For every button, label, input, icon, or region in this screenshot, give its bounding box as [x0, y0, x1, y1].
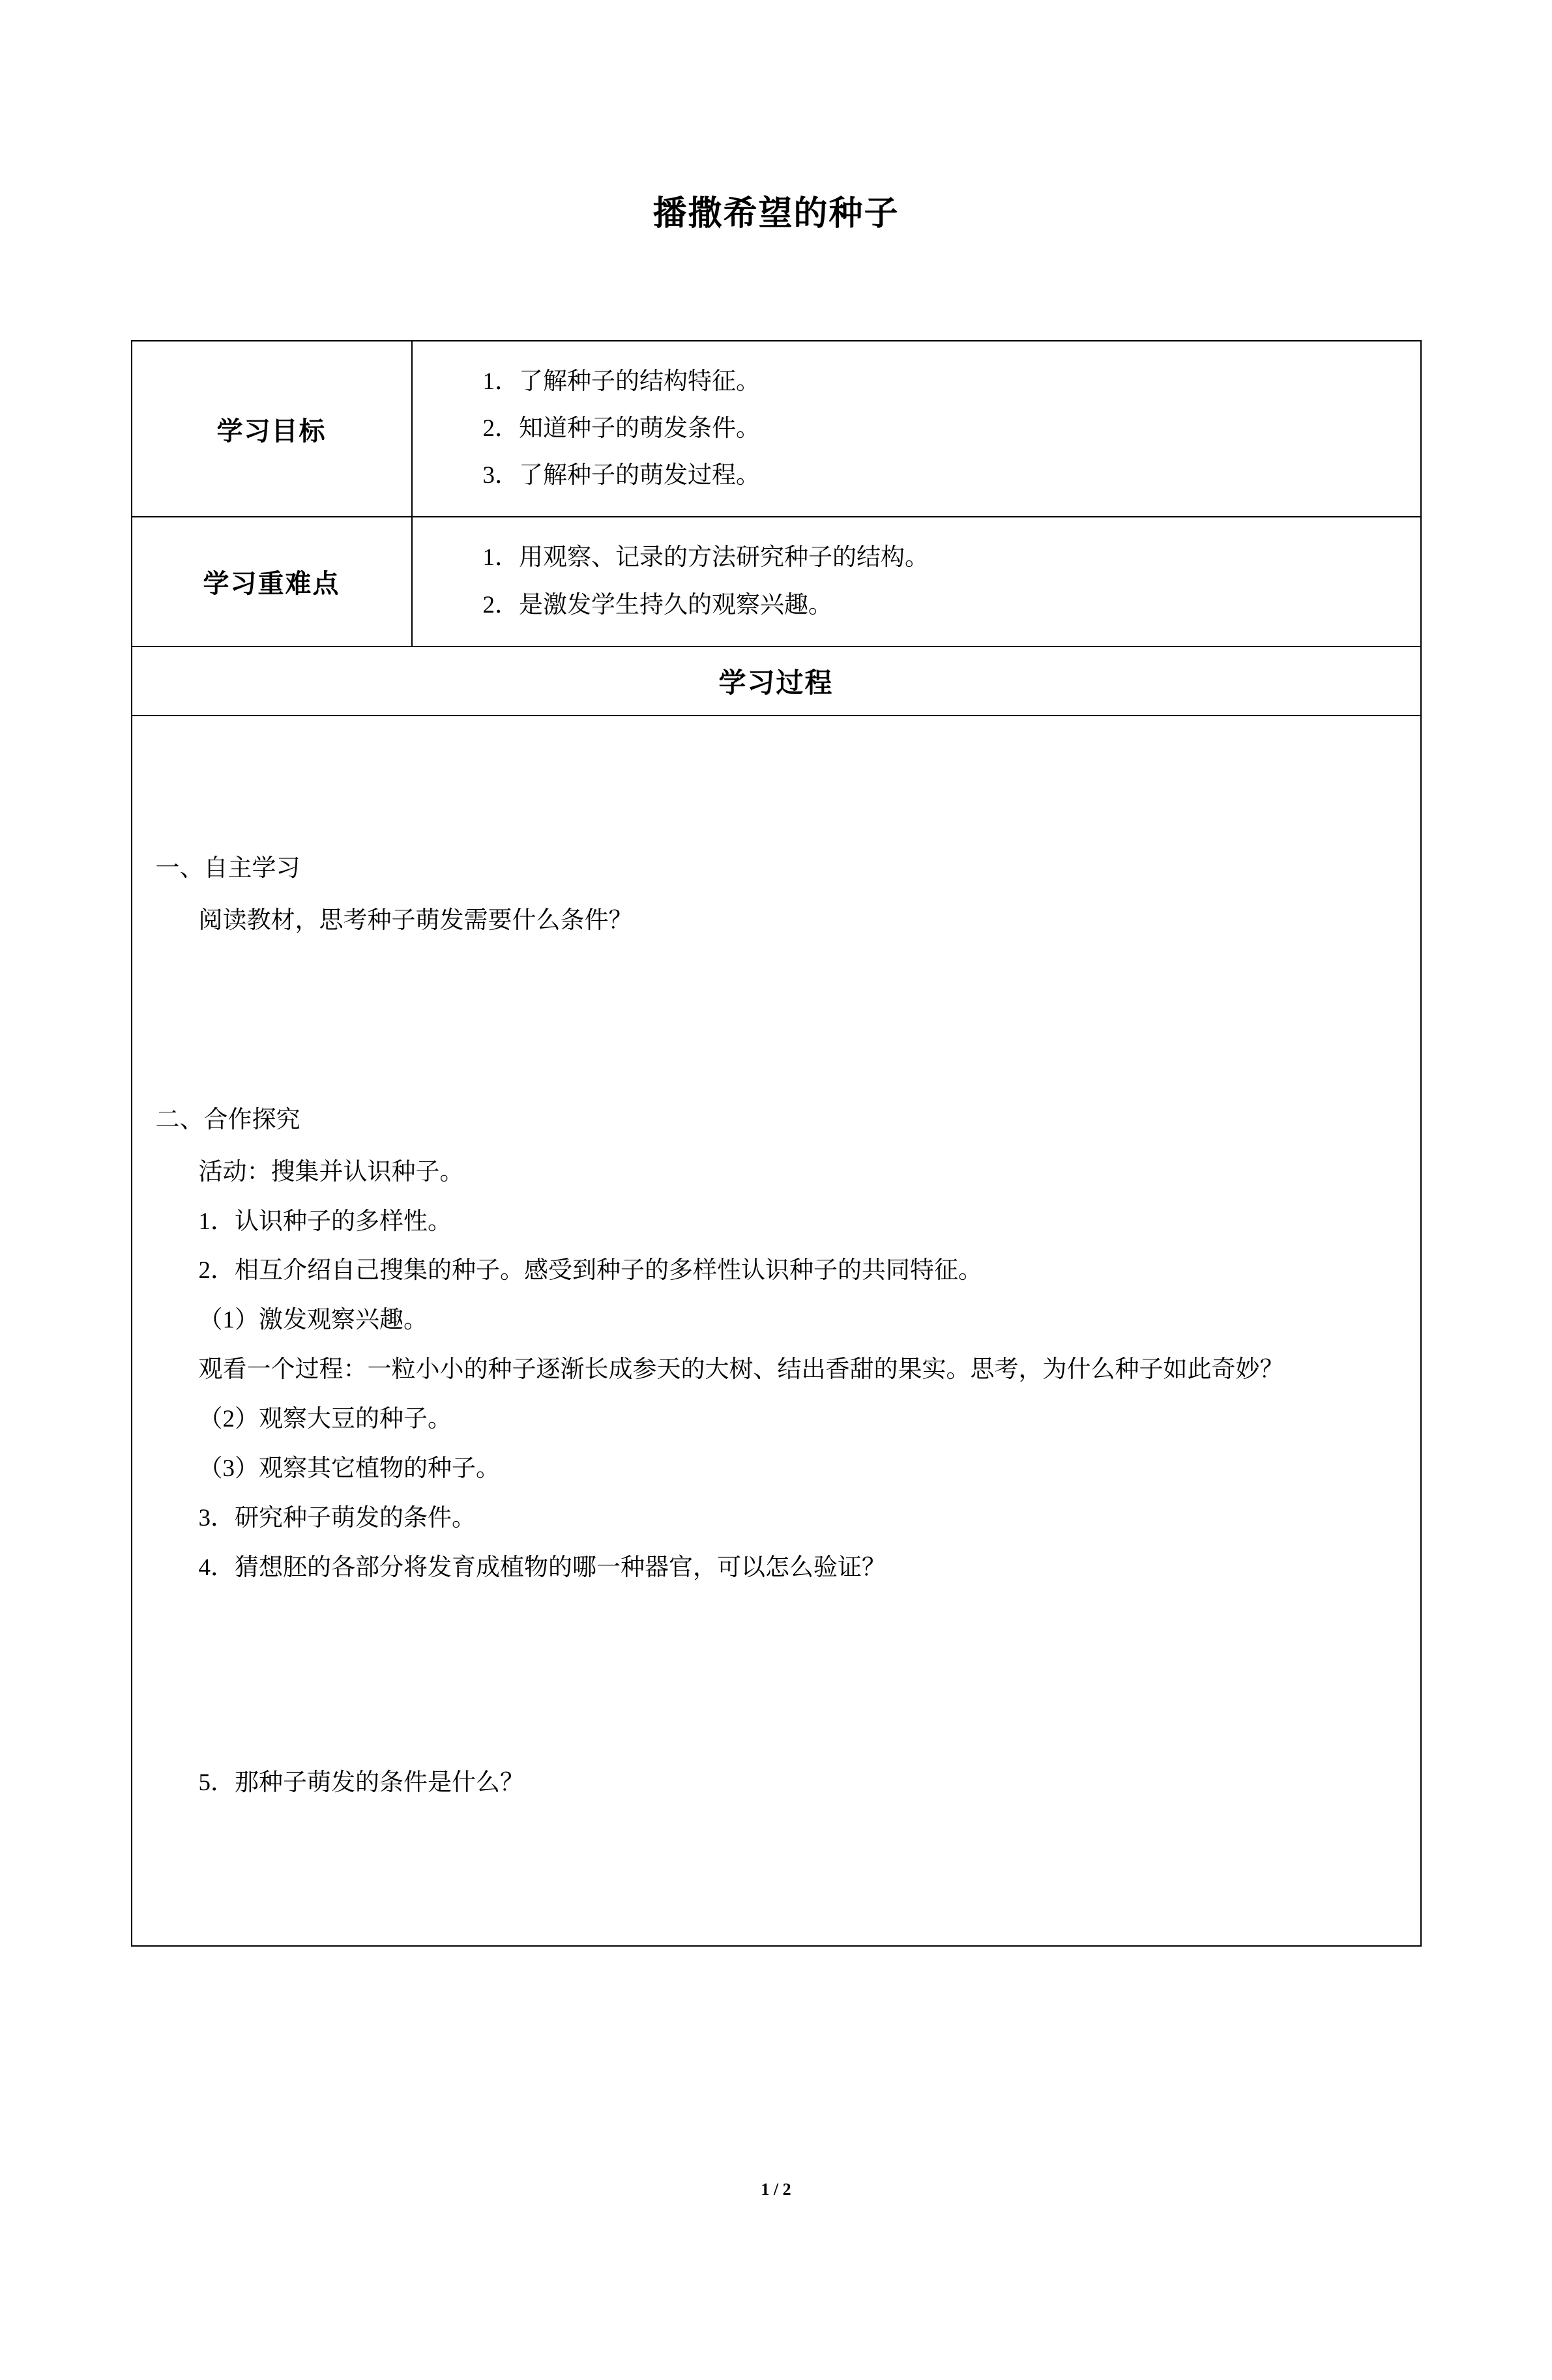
answer-space	[156, 1592, 1394, 1758]
section2-line: 4．猜想胚的各部分将发育成植物的哪一种器官，可以怎么验证？	[198, 1554, 886, 1581]
section1-line: 阅读教材，思考种子萌发需要什么条件？	[198, 907, 633, 935]
section2-line: （2）观察大豆的种子。	[198, 1405, 452, 1432]
answer-space	[156, 946, 1394, 1096]
table-row-key-points	[132, 517, 1421, 646]
page-title: 播撒希望的种子	[652, 196, 900, 233]
section1-heading: 一、自主学习	[155, 855, 300, 882]
list-item: 1．用观察、记录的方法研究种子的结构。	[482, 544, 929, 572]
list-item: 1．了解种子的结构特征。	[482, 368, 760, 395]
list-item: 2．是激发学生持久的观察兴趣。	[482, 591, 832, 618]
table-row-process-body	[132, 716, 1421, 1946]
table-row-process-header	[132, 646, 1421, 716]
section2-line: （1）激发观察兴趣。	[198, 1307, 428, 1334]
lesson-plan-table	[131, 340, 1422, 1947]
section2-line: （3）观察其它植物的种子。	[198, 1455, 500, 1482]
section2-heading: 二、合作探究	[155, 1106, 300, 1133]
section2-paragraph: 观看一个过程：一粒小小的种子逐渐长成参天的大树、结出香甜的果实。思考，为什么种子如此奇妙？	[198, 1356, 1284, 1384]
document-page	[0, 186, 1552, 2380]
list-item: 2．知道种子的萌发条件。	[482, 415, 760, 443]
section2-line: 2．相互介绍自己搜集的种子。感受到种子的多样性认识种子的共同特征。	[198, 1257, 982, 1284]
list-item: 3．了解种子的萌发过程。	[482, 462, 760, 489]
objectives-cell	[412, 341, 1421, 517]
table-row-objectives	[132, 341, 1421, 517]
process-body	[132, 716, 1421, 1946]
section2-line: 1．认识种子的多样性。	[198, 1208, 452, 1235]
key-points-cell	[412, 517, 1421, 646]
key-points-label: 学习重难点	[132, 517, 412, 646]
section2-line: 3．研究种子萌发的条件。	[198, 1504, 476, 1531]
process-label: 学习过程	[132, 646, 1421, 716]
objectives-label: 学习目标	[132, 341, 412, 517]
section2-last-line: 5．那种子萌发的条件是什么？	[198, 1769, 524, 1797]
page-footer: 1 / 2	[761, 2180, 791, 2199]
section2-line: 活动：搜集并认识种子。	[198, 1158, 464, 1185]
